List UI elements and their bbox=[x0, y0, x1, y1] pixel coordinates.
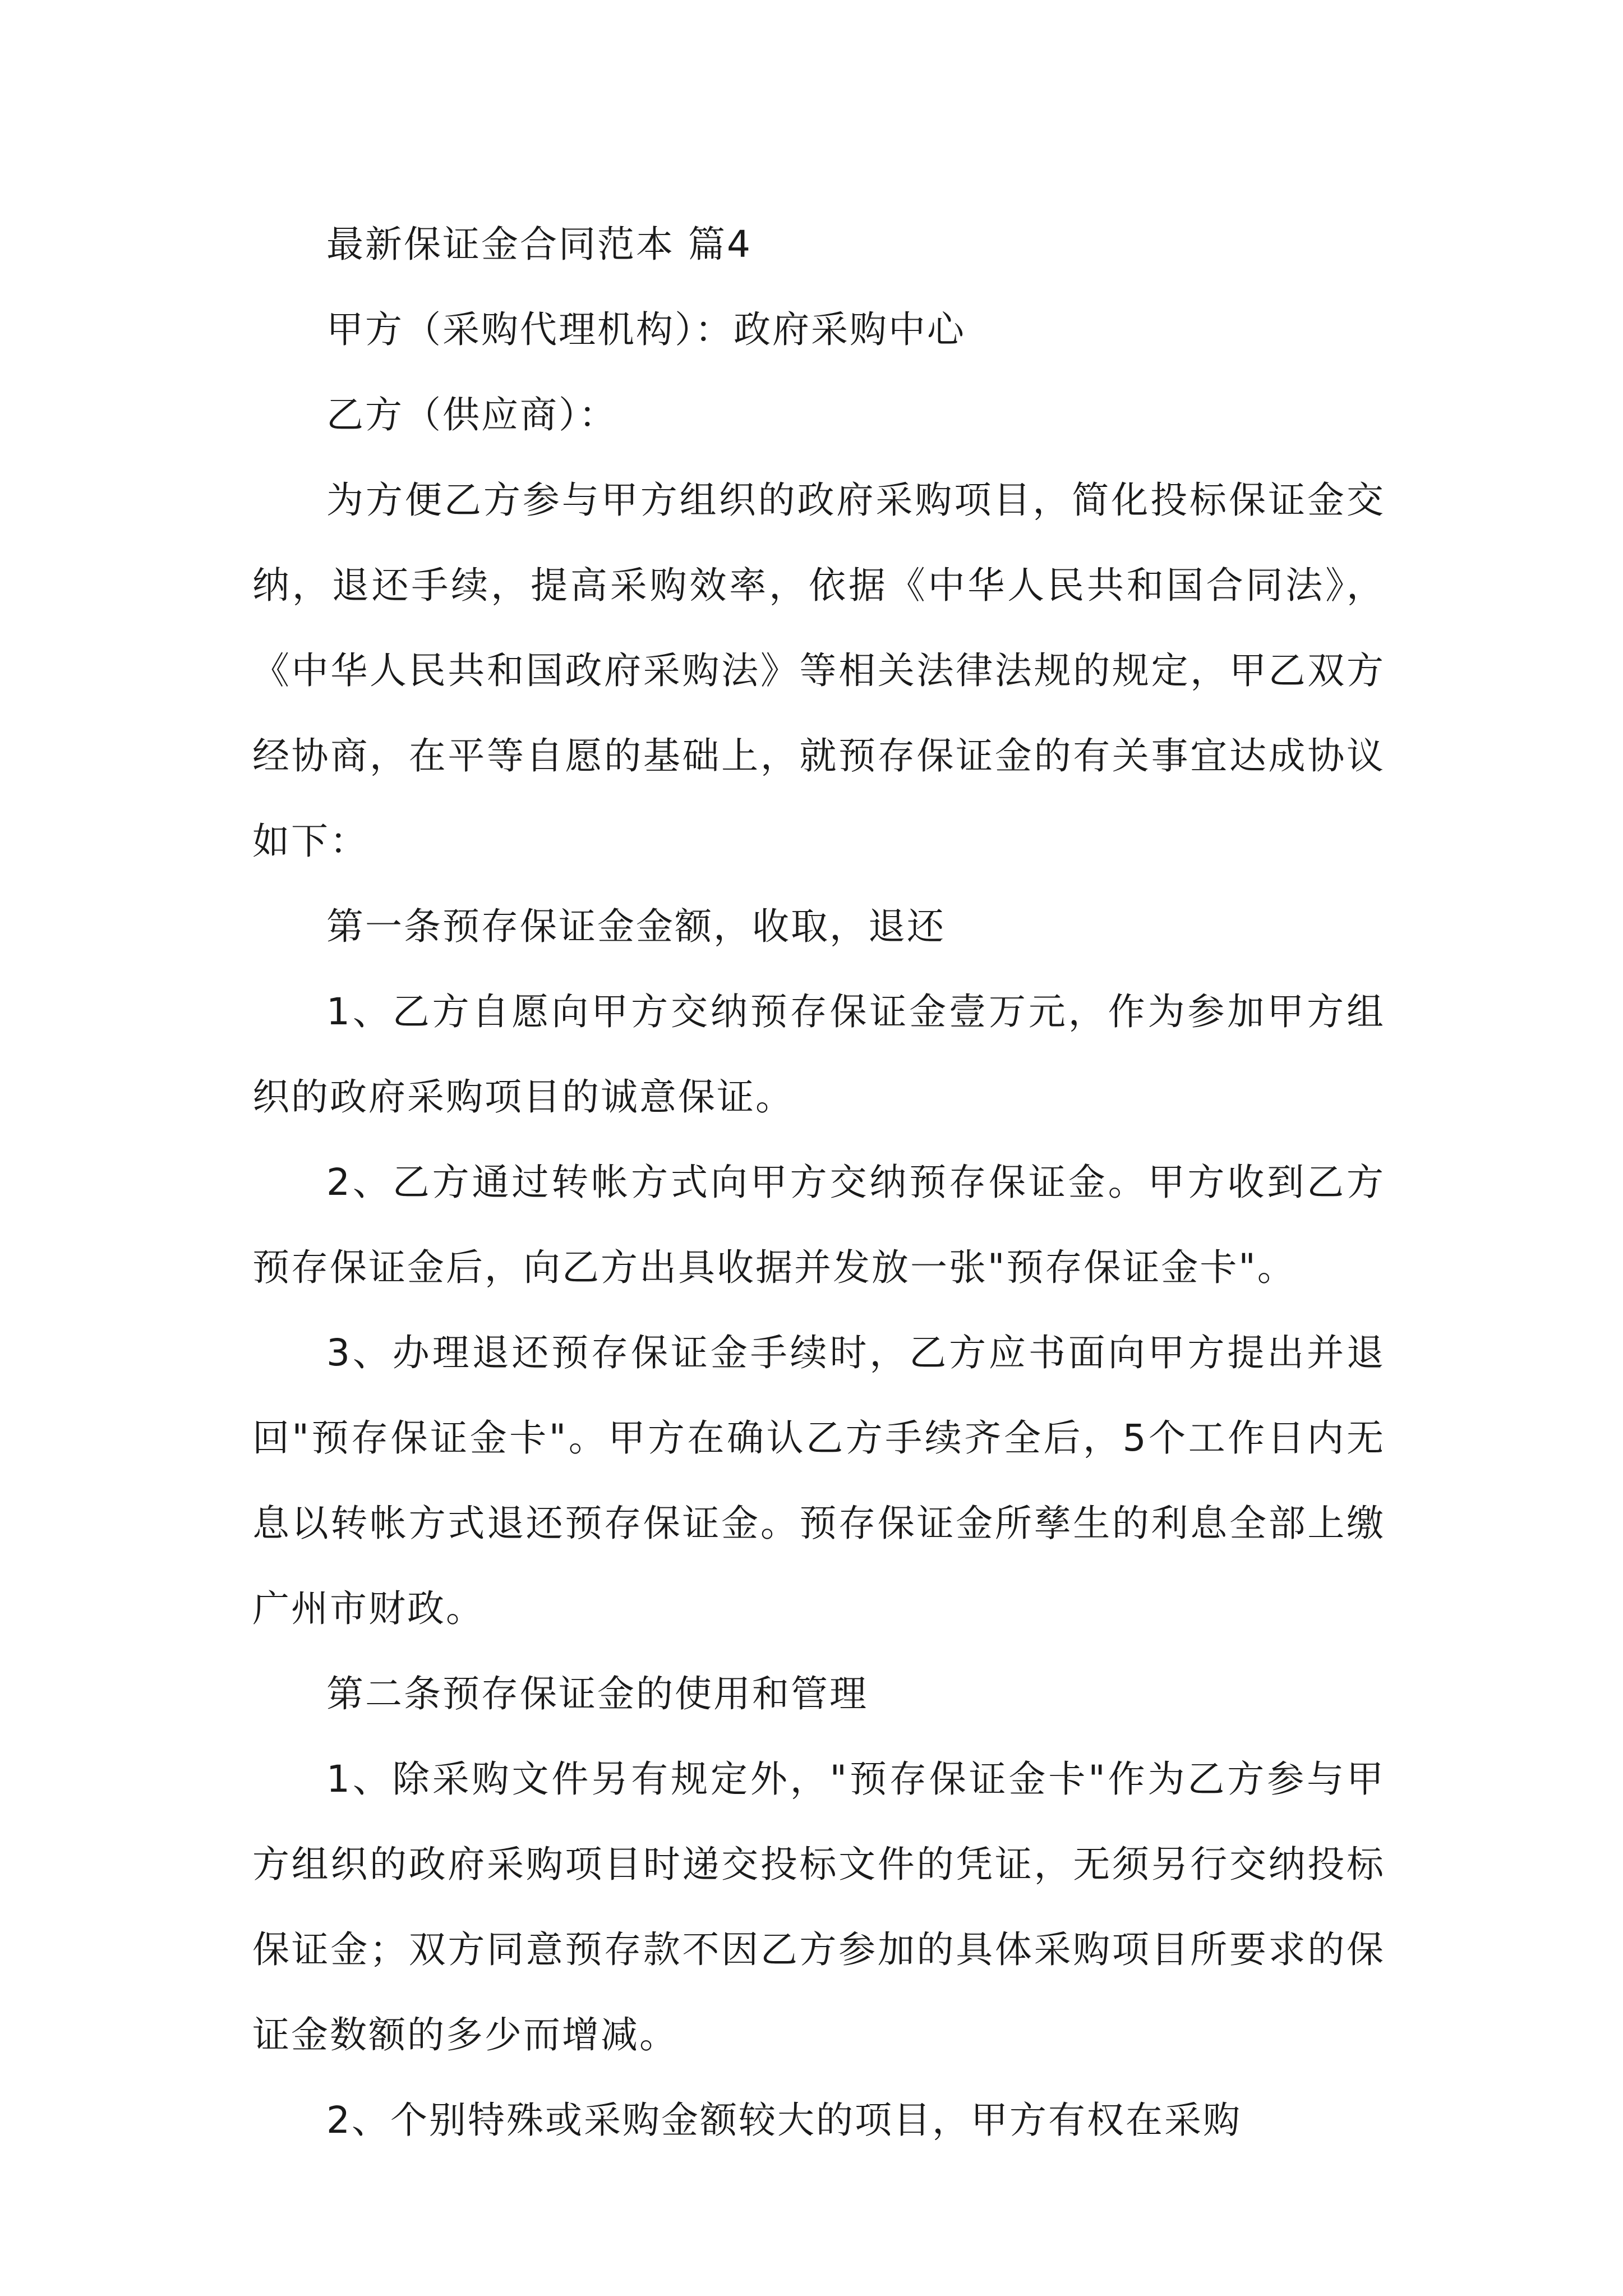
document-page bbox=[252, 202, 1385, 2163]
party-b-line: 乙方（供应商）： bbox=[326, 393, 617, 436]
article-1-clause-2: 2、乙方通过转帐方式向甲方交纳预存保证金。甲方收到乙方预存保证金后，向乙方出具收据并发放一张"预存保证金卡"。 bbox=[252, 1161, 1385, 1289]
article-1-clause-1: 1、乙方自愿向甲方交纳预存保证金壹万元，作为参加甲方组织的政府采购项目的诚意保证。 bbox=[252, 990, 1385, 1119]
article-1-heading: 第一条预存保证金金额，收取，退还 bbox=[326, 905, 946, 948]
document-title: 最新保证金合同范本 篇4 bbox=[326, 223, 752, 266]
article-2-clause-1: 1、除采购文件另有规定外，"预存保证金卡"作为乙方参与甲方组织的政府采购项目时递交投标文件的凭证，无须另行交纳投标保证金；双方同意预存款不因乙方参加的具体采购项目所要求的保证金数额的多少而增减。 bbox=[252, 1757, 1385, 2056]
preamble-paragraph: 为方便乙方参与甲方组织的政府采购项目，简化投标保证金交纳，退还手续，提高采购效率，依据《中华人民共和国合同法》，《中华人民共和国政府采购法》等相关法律法规的规定，甲乙双方经协商，在平等自愿的基础上，就预存保证金的有关事宜达成协议如下： bbox=[252, 478, 1385, 863]
article-2-clause-2: 2、个别特殊或采购金额较大的项目，甲方有权在采购 bbox=[326, 2099, 1242, 2142]
party-a-line: 甲方（采购代理机构）：政府采购中心 bbox=[326, 308, 966, 351]
article-2-heading: 第二条预存保证金的使用和管理 bbox=[326, 1672, 868, 1715]
article-1-clause-3: 3、办理退还预存保证金手续时，乙方应书面向甲方提出并退回"预存保证金卡"。甲方在确认乙方手续齐全后，5个工作日内无息以转帐方式退还预存保证金。预存保证金所孳生的利息全部上缴广州市财政。 bbox=[252, 1331, 1385, 1630]
